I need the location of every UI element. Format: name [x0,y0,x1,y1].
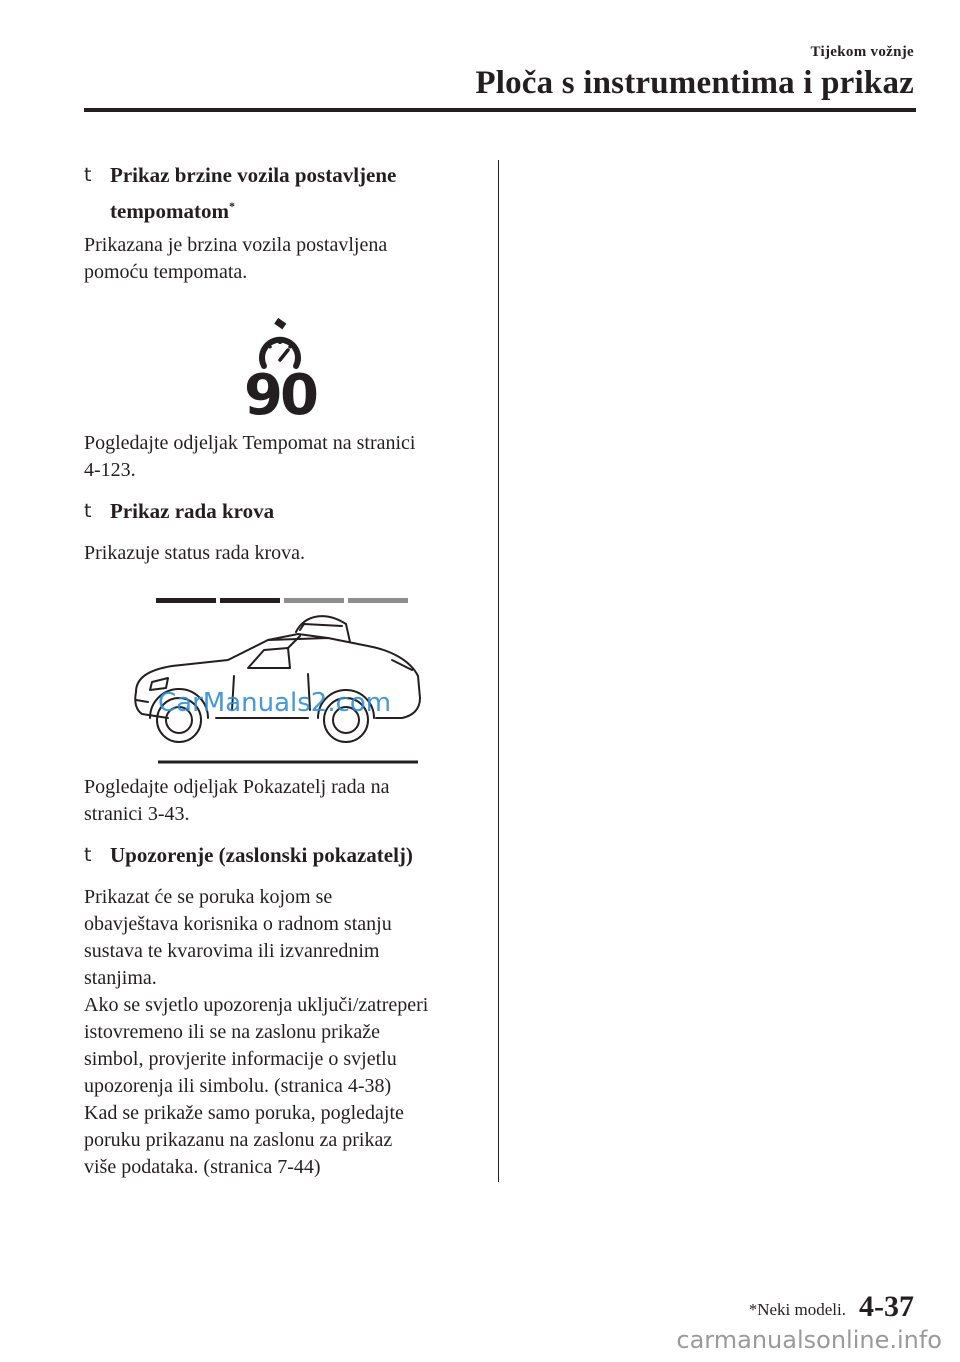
running-header [475,44,914,102]
footer-watermark: carmanualsonline.info [676,1326,942,1354]
convertible-car-roof-icon [128,590,428,770]
body-text: Prikazat će se poruka kojom se obavještava korisnika o radnom stanju sustava te kvarovima ili izvanrednim stanjima. Ako se svjetlo upozorenja uključi/zatreperi istovremeno ili se na zaslonu prikaže simbol, provjerite informacije o svjetlu upozorenja ili simbolu. (stranica 4-38) Kad se prikaže samo poruka, pogledajte poruku prikazanu na zaslonu za prikaz više podataka. (stranica 7-44) [84,886,429,1178]
reference-text: Pogledajte odjeljak Tempomat na stranici 4-123. [84,432,416,481]
section-title: Tijekom vožnje [810,44,914,60]
roof-operation-figure [128,590,428,770]
watermark-text: CarManuals2.com [158,688,392,718]
chapter-title: Ploča s instrumentima i prikaz [475,65,914,101]
bullet-icon: t [84,500,92,522]
reference-text: Pogledajte odjeljak Pokazatelj rada na stranici 3-43. [84,776,390,825]
bullet-icon: t [84,164,92,186]
cruise-speed-value: 90 [244,363,316,428]
bullet-icon: t [84,844,92,866]
header-rule [84,108,916,112]
section-heading-roof: t Prikaz rada krova [84,496,274,527]
body-text: Prikazana je brzina vozila postavljena pomoću tempomata. [84,234,388,283]
page-number: 4-37 [859,1290,914,1323]
body-text: Prikazuje status rada krova. [84,542,306,564]
section-heading-cruise-speed: t Prikaz brzine vozila postavljene tempomatom* [84,160,396,227]
section-heading-warning: t Upozorenje (zaslonski pokazatelj) [84,840,413,871]
cruise-speed-figure [244,316,316,426]
column-divider [498,160,499,1182]
footnote: *Neki modeli. [748,1300,846,1319]
footnote-mark: * [228,199,235,213]
